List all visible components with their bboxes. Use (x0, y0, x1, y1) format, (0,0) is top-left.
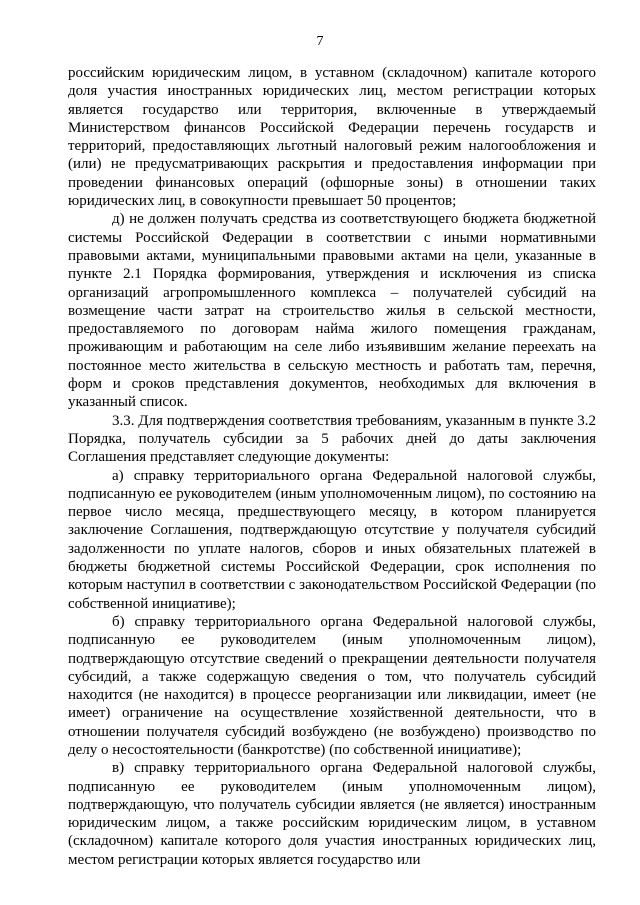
paragraph-3-3: 3.3. Для подтверждения соответствия требованиям, указанным в пункте 3.2 Порядка, получатель субсидии за 5 рабочих дней до даты заключения Соглашения представляет следующие документы: (68, 412, 596, 466)
paragraph-item-v: в) справку территориального органа Федеральной налоговой службы, подписанную ее руководителем (иным уполномоченным лицом), подтверждающую, что получатель субсидии является (не является) иностранным юридическим лицом, а также российским юридическим лицом, в уставном (складочном) капитале которого доля участия иностранных юридических лиц, местом регистрации которых является государство или (68, 760, 596, 868)
paragraph-item-a: а) справку территориального органа Федеральной налоговой службы, подписанную ее руководителем (иным уполномоченным лицом), по состоянию на первое число месяца, предшествующего месяцу, в котором планируется заключение Соглашения, подтверждающую отсутствие у получателя субсидий задолженности по уплате налогов, сборов и иных обязательных платежей в бюджеты бюджетной системы Российской Федерации, срок исполнения по которым наступил в соответствии с законодательством Российской Федерации (по собственной инициативе); (68, 467, 596, 612)
paragraph-item-d: д) не должен получать средства из соответствующего бюджета бюджетной системы Российской Федерации в соответствии с иными нормативными правовыми актами, муниципальными правовыми актами на цели, указанные в пункте 2.1 Порядка формирования, утверждения и исключения из списка организаций агропромышленного комплекса – получателей субсидий на возмещение части затрат на строительство жилья в сельской местности, предоставляемого по договорам найма жилого помещения гражданам, проживающим и работающим на селе либо изъявившим желание переехать на постоянное место жительства в сельскую местность и работать там, перечня, форм и сроков представления документов, необходимых для включения в указанный список. (68, 211, 596, 411)
page-number: 7 (316, 34, 324, 49)
paragraph-item-b: б) справку территориального органа Федеральной налоговой службы, подписанную ее руководителем (иным уполномоченным лицом), подтверждающую отсутствие сведений о прекращении деятельности получателя субсидий, а также содержащую сведения о том, что получатель субсидий находится (не находится) в процессе реорганизации или ликвидации, имеет (не имеет) ограничение на осуществление хозяйственной деятельности, что в отношении получателя субсидий возбуждено (не возбуждено) производство по делу о несостоятельности (банкротстве) (по собственной инициативе); (68, 613, 596, 758)
document-body (68, 64, 596, 869)
paragraph-continuation: российским юридическим лицом, в уставном (складочном) капитале которого доля участия иностранных юридических лиц, местом регистрации которых является государство или территория, включенные в утверждаемый Министерством финансов Российской Федерации перечень государств и территорий, предоставляющих льготный налоговый режим налогообложения и (или) не предусматривающих раскрытия и предоставления информации при проведении финансовых операций (офшорные зоны) в отношении таких юридических лиц, в совокупности превышает 50 процентов; (68, 65, 596, 210)
